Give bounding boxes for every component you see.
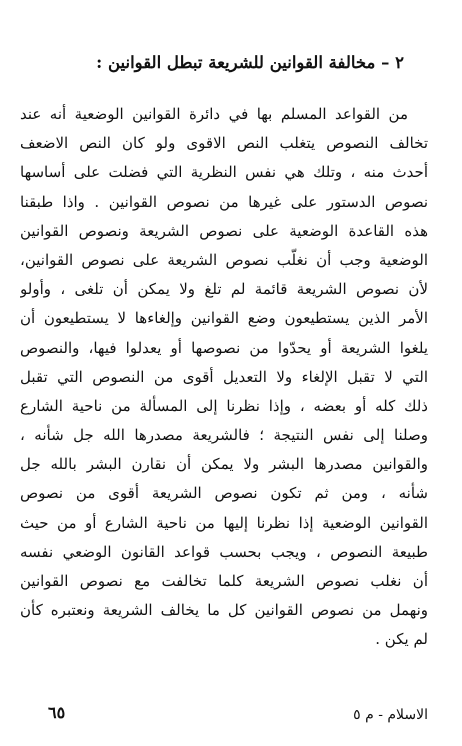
page-number: ٦٥	[48, 703, 66, 722]
body-paragraph	[20, 100, 428, 655]
text-line: يلغوا الشريعة أو يحدّوا من نصوصها أو يعدلوا فيها، والنصوص	[20, 338, 428, 357]
text-line: هذه القاعدة الوضعية على نصوص الشريعة ونصوص القوانين	[20, 221, 428, 240]
text-line: شأنه ، ومن ثم تكون نصوص الشريعة أقوى من نصوص	[20, 484, 428, 503]
text-line: وصلنا إلى نفس النتيجة ؛ فالشريعة مصدرها الله جل شأنه ،	[20, 426, 428, 445]
text-line: نصوص الدستور على غيرها من نصوص القوانين . واذا طبقنا	[20, 192, 428, 211]
text-line: الأمر الذين يستطيعون وضع القوانين وإلغاءها لا يستطيعون أن	[20, 309, 428, 328]
text-line: لم يكن .	[375, 630, 428, 649]
text-line: التي لا تقبل الإلغاء ولا التعديل أقوى من النصوص التي تقبل	[20, 367, 428, 386]
text-line: والقوانين مصدرها البشر ولا يمكن أن نقارن البشر بالله جل	[20, 455, 428, 474]
text-line: أحدث منه ، وتلك هي نفس النظرية التي فضلت على أساسها	[20, 163, 428, 182]
text-line: أن نغلب نصوص الشريعة كلما تخالفت مع نصوص القوانين	[20, 572, 428, 590]
text-line: تخالف النصوص يتغلب النص الاقوى ولو كان النص الاضعف	[20, 134, 428, 153]
text-line: من القواعد المسلم بها في دائرة القوانين الوضعية أنه عند	[20, 105, 408, 123]
text-line: ذلك كله أو بعضه ، وإذا نظرنا إلى المسألة من ناحية الشارع	[20, 396, 428, 415]
text-line: القوانين الوضعية إذا نظرنا إليها من ناحية الشارع أو من حيث	[20, 513, 428, 532]
signature-mark: الاسلام - م ٥	[353, 707, 428, 723]
text-line: ونهمل من نصوص القوانين كل ما يخالف الشريعة ونعتبره كأن	[20, 601, 428, 620]
section-heading: ٢ – مخالفة القوانين للشريعة تبطل القوانين :	[96, 53, 404, 72]
text-line: طبيعة النصوص ، ويجب بحسب قواعد القانون الوضعي نفسه	[20, 542, 428, 561]
text-line: الوضعية وجب أن نغلّب نصوص الشريعة على نصوص القوانين،	[20, 250, 428, 269]
text-line: لأن نصوص الشريعة قائمة لم تلغ ولا يمكن أن تلغى ، وأولو	[20, 280, 428, 299]
page-footer	[20, 703, 428, 733]
